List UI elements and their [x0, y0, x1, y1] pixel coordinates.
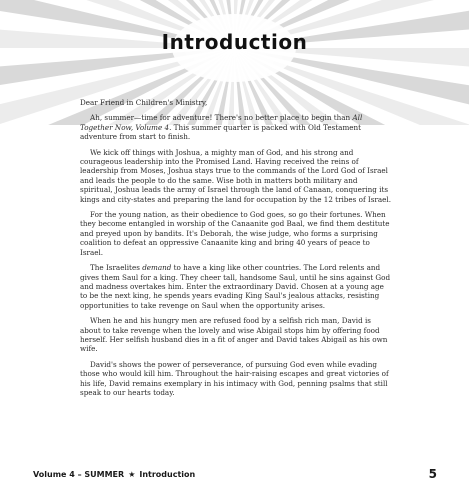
footer-running-head: [33, 470, 195, 479]
paragraph-2: We kick off things with Joshua, a mighty man of God, and his strong and courageous leadership into the Promised Land. Having received the reins of leadership from Moses, Joshua stays true to the commands of the Lord God of Israel and leads the people to do the same. Wise both in matters both military and spiritual, Joshua leads the army of Israel through the land of Canaan, conquering its kings and city-states and preparing the land for occupation by the 12 tribes of Israel.: [80, 147, 391, 204]
page-footer: [33, 467, 437, 481]
paragraph-4: The Israelites demand to have a king like other countries. The Lord relents and gives them Saul for a king. They cheer tall, handsome Saul, until he sins against God and madness overtakes him. Enter the extraordinary David. Chosen at a young age to be the next king, he spends years evading King Saul's jealous attacks, resisting opportunities to take revenge on Saul when the opportunity arises.: [80, 263, 391, 310]
paragraph-1: Ah, summer—time for adventure! There's no better place to begin than All Together Now, Volume 4. This summer quarter is packed with Old Testament adventure from start to finish.: [80, 113, 363, 142]
footer-section: Introduction: [139, 469, 196, 479]
paragraph-5: When he and his hungry men are refused food by a selfish rich man, David is about to take revenge when the lovely and wise Abigail stops him by offering food herself. Her selfish husband dies in a fit of anger and David takes Abigail as his own wife.: [80, 316, 388, 354]
book-title: All Together Now, Volume 4: [80, 113, 363, 132]
star-icon: ★: [128, 469, 136, 479]
letter-body: [80, 98, 392, 403]
footer-volume: Volume 4 – SUMMER: [33, 469, 125, 479]
page-number: 5: [428, 467, 437, 481]
paragraph-3: For the young nation, as their obedience to God goes, so go their fortunes. When they become entangled in worship of the Canaanite god Baal, we find them destitute and preyed upon by bandits. It's Deborah, the wise judge, who forms a surprising coalition to defeat an oppressive Canaanite king and bring 40 years of peace to Israel.: [80, 210, 390, 257]
page-title: Introduction: [161, 30, 308, 54]
paragraph-6: David's shows the power of perseverance, of pursuing God even while evading those who would kill him. Throughout the hair-raising escapes and great victories of his life, David remains exemplary in his intimacy with God, penning psalms that still speak to our hearts today.: [80, 359, 389, 397]
salutation: Dear Friend in Children's Ministry,: [80, 98, 208, 107]
emphasis-demand: demand: [142, 263, 172, 273]
